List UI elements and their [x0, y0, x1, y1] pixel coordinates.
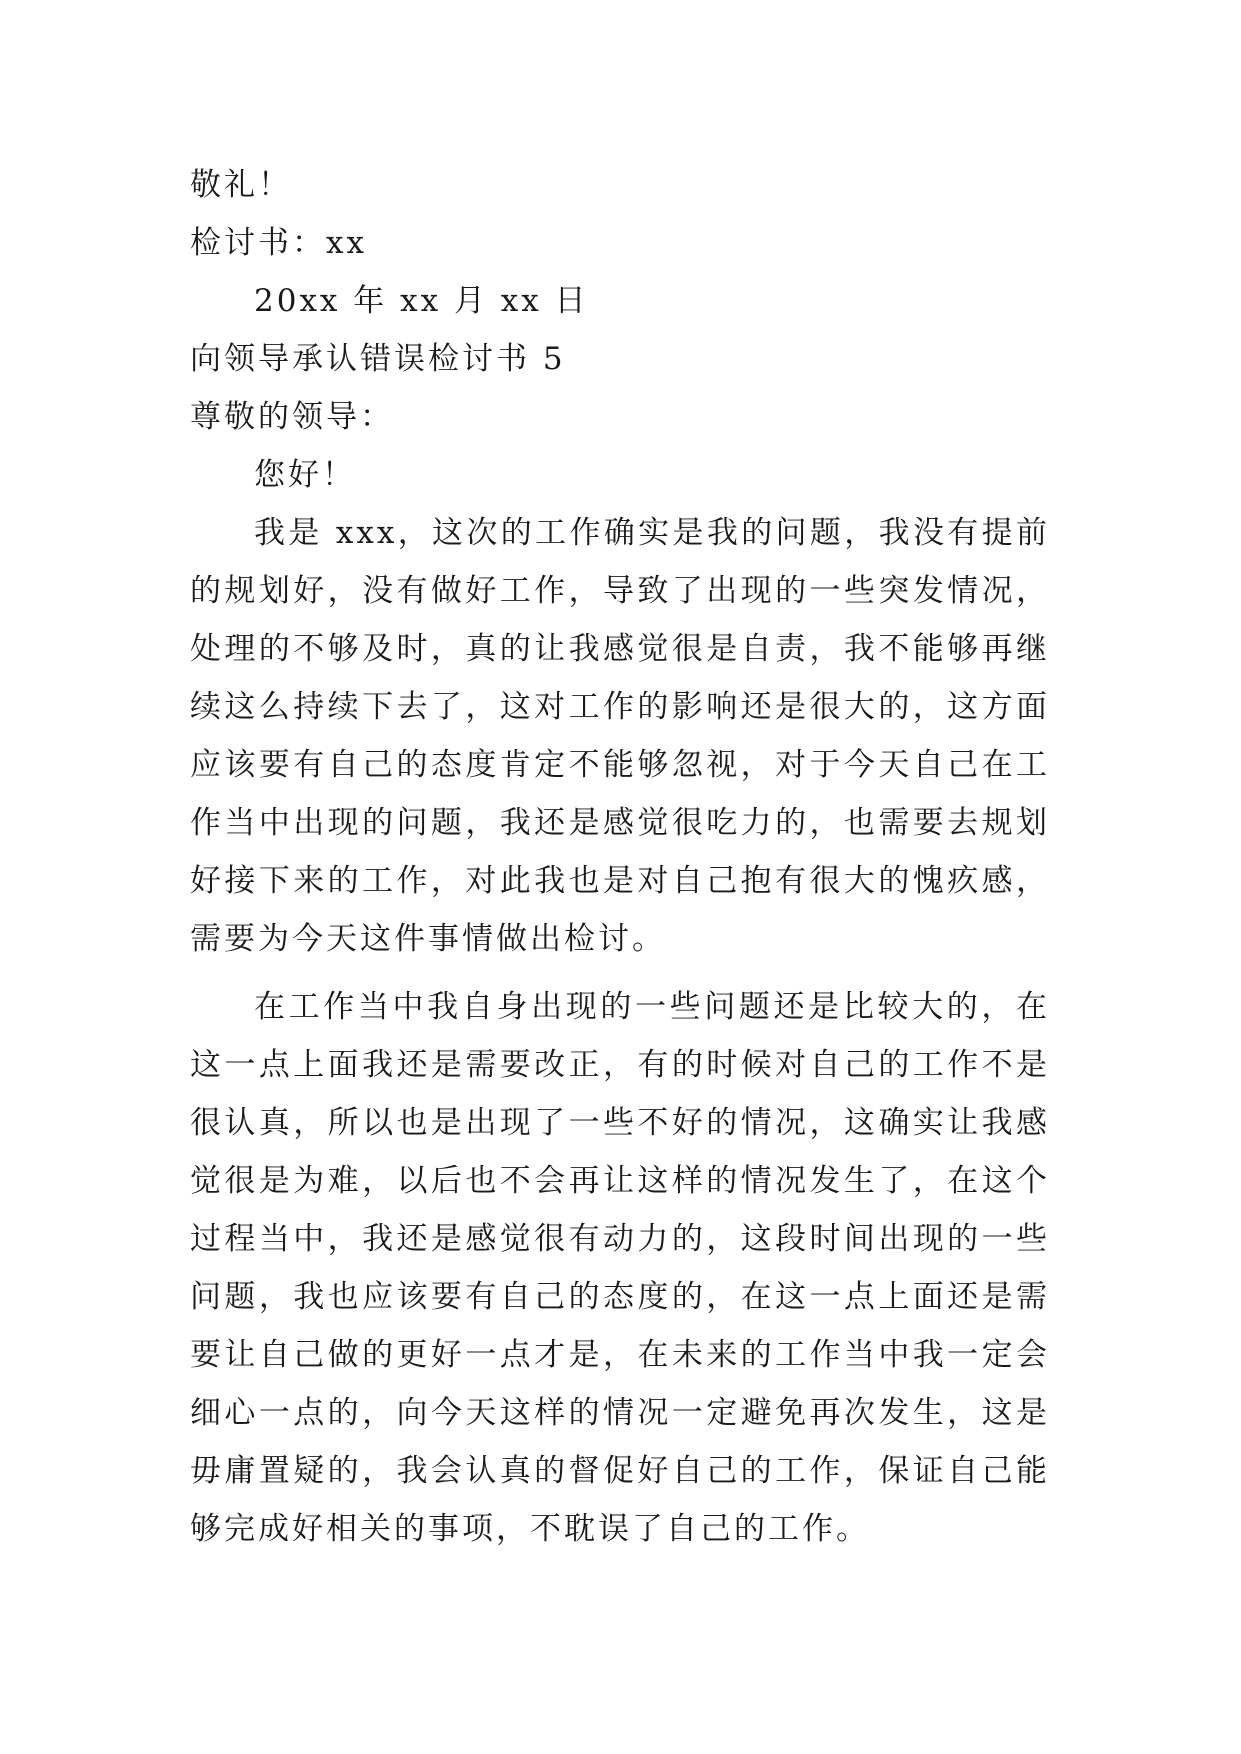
- section-title: 向领导承认错误检讨书 5: [190, 341, 566, 377]
- body-paragraph-1: 我是 xxx，这次的工作确实是我的问题，我没有提前的规划好，没有做好工作，导致了出现的一些突发情况，处理的不够及时，真的让我感觉很是自责，我不能够再继续这么持续下去了，这对工作的影响还是很大的，这方面应该要有自己的态度肯定不能够忽视，对于今天自己在工作当中出现的问题，我还是感觉很吃力的，也需要去规划好接下来的工作，对此我也是对自己抱有很大的愧疚感，需要为今天这件事情做出检讨。: [190, 515, 1050, 957]
- greeting-line: 您好！: [254, 457, 356, 493]
- signature-line: 检讨书：xx: [190, 225, 367, 261]
- document-body: [190, 156, 1050, 1558]
- salutation-line: 尊敬的领导：: [190, 399, 394, 435]
- date-line: 20xx 年 xx 月 xx 日: [254, 283, 589, 319]
- closing-line: 敬礼！: [190, 167, 292, 203]
- body-paragraph-2: 在工作当中我自身出现的一些问题还是比较大的，在这一点上面我还是需要改正，有的时候对自己的工作不是很认真，所以也是出现了一些不好的情况，这确实让我感觉很是为难，以后也不会再让这样的情况发生了，在这个过程当中，我还是感觉很有动力的，这段时间出现的一些问题，我也应该要有自己的态度的，在这一点上面还是需要让自己做的更好一点才是，在未来的工作当中我一定会细心一点的，向今天这样的情况一定避免再次发生，这是毋庸置疑的，我会认真的督促好自己的工作，保证自己能够完成好相关的事项，不耽误了自己的工作。: [190, 989, 1050, 1547]
